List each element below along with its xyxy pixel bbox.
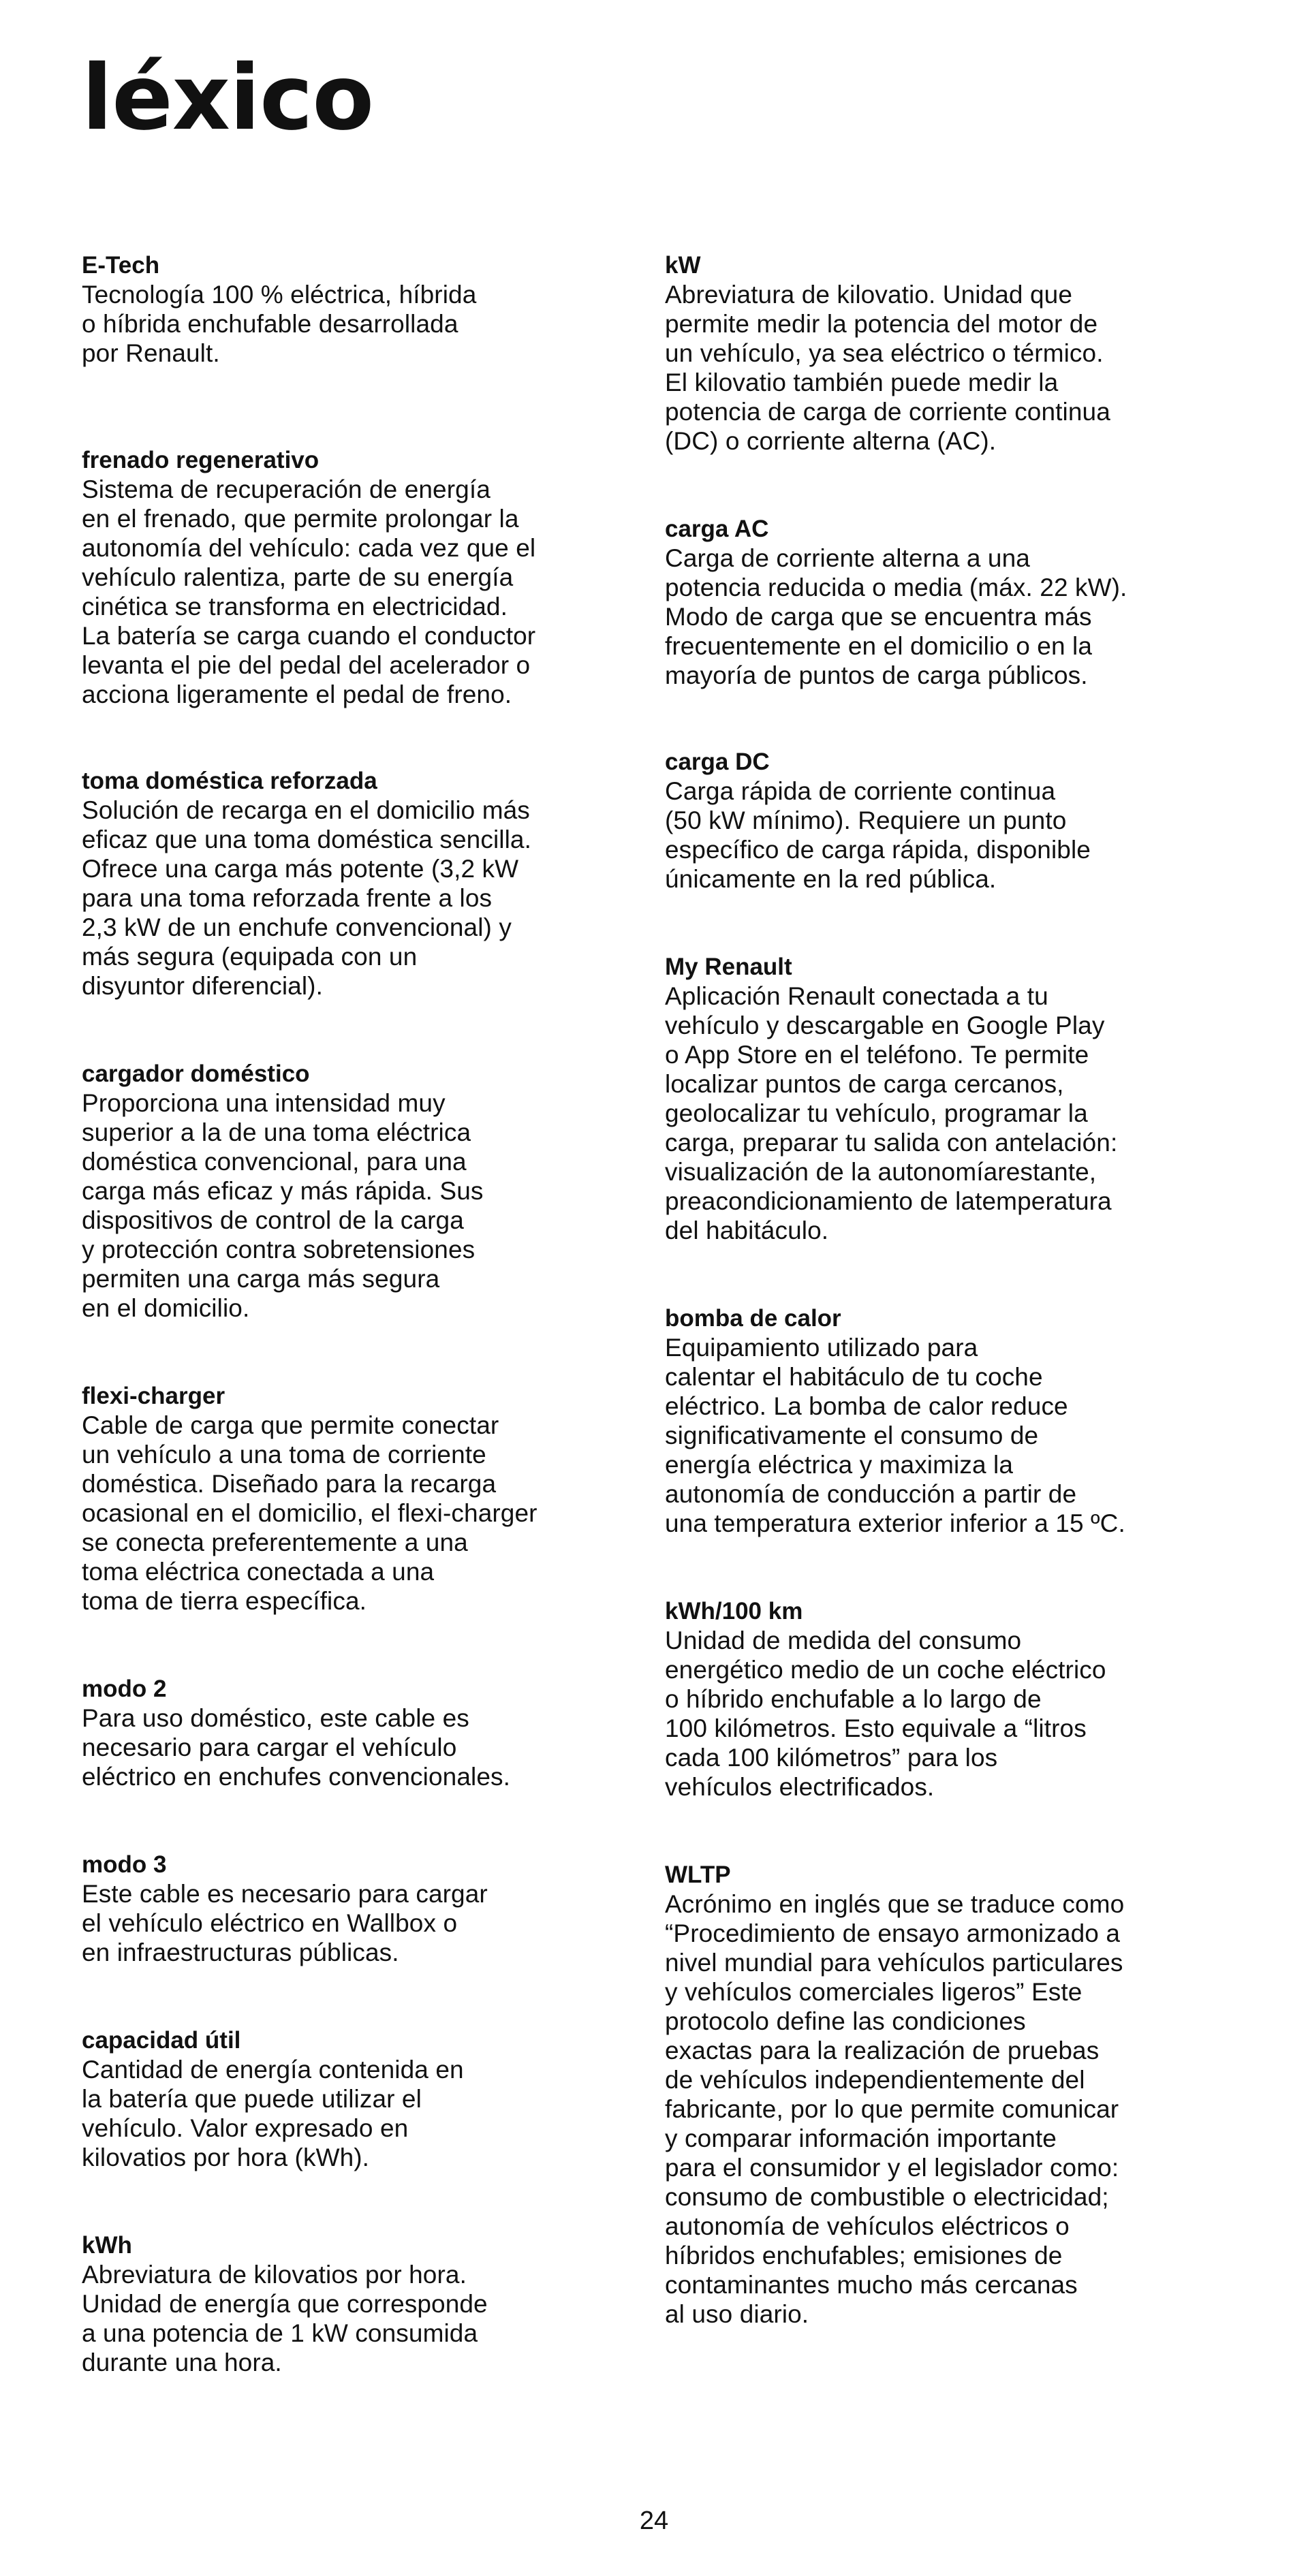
glossary-entry-e-tech [82, 251, 627, 368]
glossary-entry-kwh [82, 2231, 627, 2377]
glossary-term: My Renault [665, 954, 792, 980]
glossary-entry-carga-ac [665, 514, 1237, 690]
glossary-entry-wltp [665, 1860, 1237, 2329]
glossary-term: kW [665, 252, 701, 279]
glossary-entry-kwh-100-km [665, 1597, 1237, 1802]
glossary-definition: Para uso doméstico, este cable es necesario para cargar el vehículo eléctrico en enchufes convencionales. [82, 1704, 510, 1791]
glossary-entry-modo-3 [82, 1850, 627, 1967]
page-title: léxico [82, 46, 374, 151]
glossary-term: WLTP [665, 1862, 731, 1888]
glossary-term: frenado regenerativo [82, 447, 320, 473]
glossary-definition: Abreviatura de kilovatios por hora. Unidad de energía que corresponde a una potencia de 1 kW consumida durante una hora. [82, 2261, 488, 2376]
glossary-entry-carga-dc [665, 747, 1237, 894]
glossary-definition: Sistema de recuperación de energía en el frenado, que permite prolongar la autonomía del vehículo: cada vez que el vehículo ralentiza, parte de su energía cinética se transforma en electricidad. La batería se carga cuando el conductor levanta el pie del pedal del acelerador o acciona ligeramente el pedal de freno. [82, 475, 536, 708]
glossary-term: modo 3 [82, 1851, 167, 1878]
glossary-term: capacidad útil [82, 2027, 241, 2054]
glossary-term: kWh [82, 2232, 132, 2259]
glossary-definition: Acrónimo en inglés que se traduce como “Procedimiento de ensayo armonizado a nivel mundial para vehículos particulares y vehículos comerciales ligeros” Este protocolo define las condiciones exactas para la realización de pruebas de vehículos independientemente del fabricante, por lo que permite comunicar y comparar información importante para el consumidor y el legislador como: consumo de combustible o electricidad; autonomía de vehículos eléctricos o híbridos enchufables; emisiones de contaminantes mucho más cercanas al uso diario. [665, 1890, 1125, 2328]
glossary-entry-frenado-regenerativo [82, 445, 627, 709]
glossary-entry-cargador-domestico [82, 1059, 627, 1323]
glossary-definition: Solución de recarga en el domicilio más eficaz que una toma doméstica sencilla. Ofrece una carga más potente (3,2 kW para una toma reforzada frente a los 2,3 kW de un enchufe convencional) y más segura (equipada con un disyuntor diferencial). [82, 796, 531, 1000]
glossary-entry-kw [665, 251, 1237, 456]
glossary-term: flexi-charger [82, 1383, 225, 1409]
glossary-entry-my-renault [665, 952, 1237, 1245]
glossary-definition: Cantidad de energía contenida en la batería que puede utilizar el vehículo. Valor expresado en kilovatios por hora (kWh). [82, 2056, 464, 2171]
glossary-definition: Carga de corriente alterna a una potencia reducida o media (máx. 22 kW). Modo de carga que se encuentra más frecuentemente en el domicilio o en la mayoría de puntos de carga públicos. [665, 544, 1127, 689]
glossary-definition: Equipamiento utilizado para calentar el habitáculo de tu coche eléctrico. La bomba de calor reduce significativamente el consumo de energía eléctrica y maximiza la autonomía de conducción a partir de una temperatura exterior inferior a 15 ºC. [665, 1334, 1125, 1537]
glossary-definition: Abreviatura de kilovatio. Unidad que permite medir la potencia del motor de un vehículo, ya sea eléctrico o térmico. El kilovatio también puede medir la potencia de carga de corriente continua (DC) o corriente alterna (AC). [665, 281, 1110, 455]
glossary-entry-toma-domestica-reforzada [82, 766, 627, 1001]
glossary-term: kWh/100 km [665, 1598, 803, 1624]
glossary-term: carga DC [665, 749, 770, 775]
glossary-definition: Proporciona una intensidad muy superior a la de una toma eléctrica doméstica convencional, para una carga más eficaz y más rápida. Sus dispositivos de control de la carga y protección contra sobretensiones permiten una carga más segura en el domicilio. [82, 1089, 484, 1322]
glossary-definition: Este cable es necesario para cargar el vehículo eléctrico en Wallbox o en infraestructuras públicas. [82, 1880, 488, 1966]
glossary-term: bomba de calor [665, 1305, 841, 1332]
glossary-definition: Unidad de medida del consumo energético medio de un coche eléctrico o híbrido enchufable a lo largo de 100 kilómetros. Esto equivale a “litros cada 100 kilómetros” para los vehículos electrificados. [665, 1627, 1106, 1801]
glossary-left-column [82, 251, 627, 2377]
glossary-entry-modo-2 [82, 1674, 627, 1791]
glossary-right-column [665, 251, 1237, 2329]
glossary-definition: Carga rápida de corriente continua (50 kW mínimo). Requiere un punto específico de carga rápida, disponible únicamente en la red pública. [665, 777, 1091, 893]
glossary-term: modo 2 [82, 1676, 167, 1702]
glossary-entry-bomba-de-calor [665, 1304, 1237, 1538]
glossary-entry-flexi-charger [82, 1381, 627, 1616]
glossary-entry-capacidad-util [82, 2026, 627, 2172]
glossary-term: carga AC [665, 516, 769, 542]
glossary-definition: Cable de carga que permite conectar un vehículo a una toma de corriente doméstica. Diseñado para la recarga ocasional en el domicilio, el flexi-charger se conecta preferentemente a una toma eléctrica conectada a una toma de tierra específica. [82, 1411, 538, 1615]
page-number: 24 [639, 2507, 669, 2535]
glossary-definition: Tecnología 100 % eléctrica, híbrida o híbrida enchufable desarrollada por Renault. [82, 281, 477, 367]
glossary-definition: Aplicación Renault conectada a tu vehículo y descargable en Google Play o App Store en el teléfono. Te permite localizar puntos de carga cercanos, geolocalizar tu vehículo, programar la carga, preparar tu salida con antelación: visualización de la autonomíarestante, preacondicionamiento de latemperatura del habitáculo. [665, 982, 1118, 1244]
glossary-term: E-Tech [82, 252, 160, 279]
glossary-term: toma doméstica reforzada [82, 768, 377, 794]
glossary-term: cargador doméstico [82, 1061, 310, 1087]
